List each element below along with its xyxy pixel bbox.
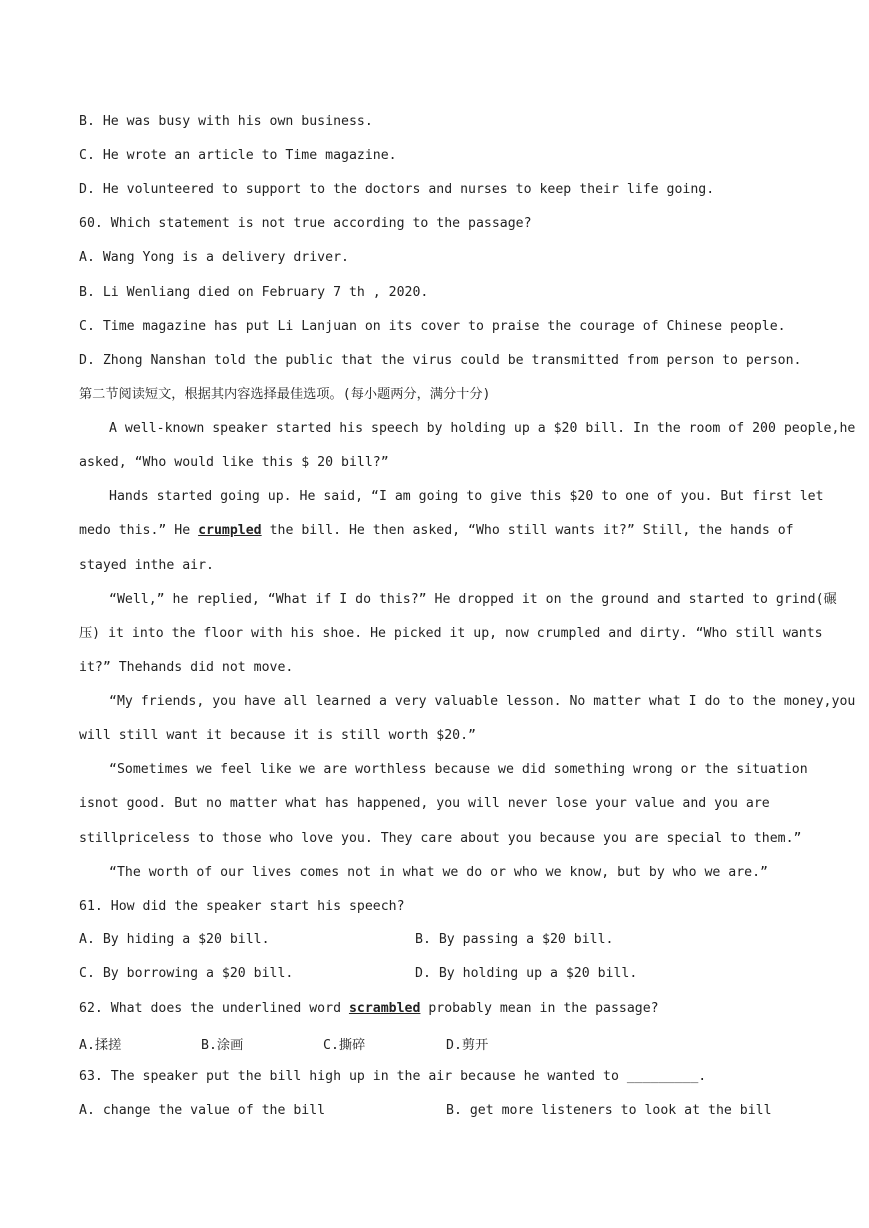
q60-option-d: D. Zhong Nanshan told the public that the virus could be transmitted from person to person. xyxy=(79,353,802,368)
q61-question: 61. How did the speaker start his speech? xyxy=(79,899,405,914)
passage-p2-line2-before: medo this.” He xyxy=(79,523,199,538)
q60-option-c: C. Time magazine has put Li Lanjuan on its cover to praise the courage of Chinese people. xyxy=(79,319,786,334)
q61-option-a: A. By hiding a $20 bill. xyxy=(79,932,270,947)
q62-option-b: B.涂画 xyxy=(201,1038,244,1053)
q62-option-a: A.揉搓 xyxy=(79,1038,122,1053)
underlined-word-scrambled: scrambled xyxy=(348,1001,421,1016)
q61-option-b: B. By passing a $20 bill. xyxy=(415,932,614,947)
passage-p2-line2-after: the bill. He then asked, “Who still wants it?” Still, the hands of xyxy=(261,523,794,538)
passage-p4-line1: “My friends, you have all learned a very valuable lesson. No matter what I do to the money,you xyxy=(109,694,856,709)
passage-p1-line2: asked, “Who would like this $ 20 bill?” xyxy=(79,455,389,470)
q59-option-c: C. He wrote an article to Time magazine. xyxy=(79,148,397,163)
q61-option-d: D. By holding up a $20 bill. xyxy=(415,966,638,981)
q59-option-d: D. He volunteered to support to the doctors and nurses to keep their life going. xyxy=(79,182,715,197)
q61-option-c: C. By borrowing a $20 bill. xyxy=(79,966,294,981)
q62-option-c: C.撕碎 xyxy=(323,1038,366,1053)
passage-p2-line2 xyxy=(79,522,794,540)
passage-p3-line3: it?” Thehands did not move. xyxy=(79,660,294,675)
passage-p5-line2: isnot good. But no matter what has happened, you will never lose your value and you are xyxy=(79,796,770,811)
q62-question-after: probably mean in the passage? xyxy=(420,1001,659,1016)
q63-option-a: A. change the value of the bill xyxy=(79,1103,326,1118)
q62-option-d: D.剪开 xyxy=(446,1038,489,1053)
passage-p6-line1: “The worth of our lives comes not in what we do or who we know, but by who we are.” xyxy=(109,865,768,880)
passage-p3-line1: “Well,” he replied, “What if I do this?” He dropped it on the ground and started to grind(碾 xyxy=(109,592,837,607)
q62-question-before: 62. What does the underlined word xyxy=(79,1001,349,1016)
q59-option-b: B. He was busy with his own business. xyxy=(79,114,373,129)
q60-option-b: B. Li Wenliang died on February 7 th , 2020. xyxy=(79,285,429,300)
passage-p1-line1: A well-known speaker started his speech by holding up a $20 bill. In the room of 200 people,he xyxy=(109,421,856,436)
passage-p5-line3: stillpriceless to those who love you. They care about you because you are special to them.” xyxy=(79,831,802,846)
section-heading: 第二节阅读短文，根据其内容选择最佳选项。(每小题两分，满分十分) xyxy=(79,387,491,402)
passage-p2-line3: stayed inthe air. xyxy=(79,558,214,573)
underlined-word-crumpled: crumpled xyxy=(198,523,262,538)
q63-question: 63. The speaker put the bill high up in the air because he wanted to _________. xyxy=(79,1069,707,1084)
passage-p2-line1: Hands started going up. He said, “I am going to give this $20 to one of you. But first let xyxy=(109,489,824,504)
passage-p5-line1: “Sometimes we feel like we are worthless because we did something wrong or the situation xyxy=(109,762,808,777)
q60-option-a: A. Wang Yong is a delivery driver. xyxy=(79,250,349,265)
q60-question: 60. Which statement is not true according to the passage? xyxy=(79,216,532,231)
passage-p4-line2: will still want it because it is still worth $20.” xyxy=(79,728,476,743)
q62-question xyxy=(79,1000,791,1018)
passage-p3-line2: 压) it into the floor with his shoe. He picked it up, now crumpled and dirty. “Who still wants xyxy=(79,626,823,641)
q63-option-b: B. get more listeners to look at the bill xyxy=(446,1103,772,1118)
